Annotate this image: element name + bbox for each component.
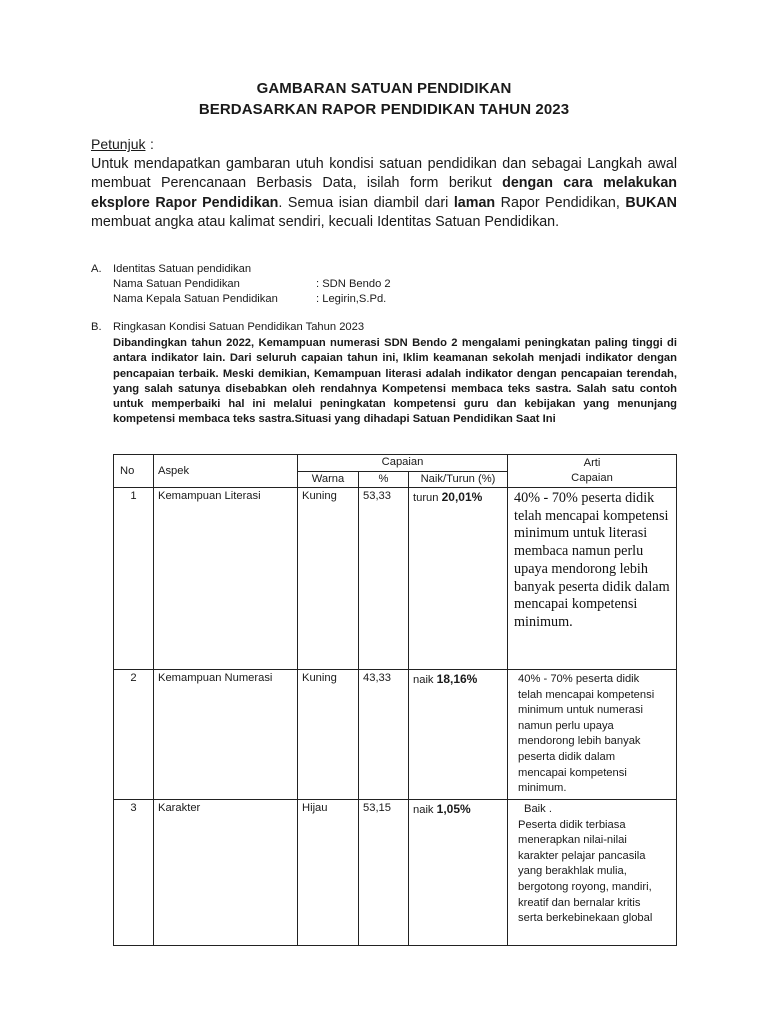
table-row [114, 800, 677, 946]
petunjuk-text-part2: . Semua isian diambil dari [278, 194, 454, 211]
document-title-line2: BERDASARKAN RAPOR PENDIDIKAN TAHUN 2023 [198, 101, 570, 118]
cell-change: 1,05% [436, 802, 471, 816]
petunjuk-text-bold2: laman [453, 194, 496, 211]
petunjuk-text-part1: Untuk mendapatkan gambaran utuh kondisi satuan pendidikan dan sebagai Langkah awal membuat Perencanaan Berbasis Data, isilah form berikut [91, 156, 677, 192]
cell-no: 3 [114, 800, 154, 946]
header-aspek: Aspek [154, 455, 298, 488]
header-persen: % [359, 471, 409, 488]
identity-label: Nama Satuan Pendidikan [113, 278, 240, 290]
cell-direction: naik [413, 804, 434, 816]
section-b-letter: B. [91, 321, 102, 333]
cell-arti [508, 800, 677, 946]
cell-arti-head: Baik . [524, 803, 552, 815]
table-row [114, 670, 677, 800]
cell-change: 18,16% [436, 672, 478, 686]
section-a-letter: A. [91, 263, 102, 275]
cell-aspek: Kemampuan Numerasi [154, 670, 298, 800]
header-arti [508, 455, 677, 488]
cell-persen: 53,33 [359, 488, 409, 670]
cell-direction: naik [413, 674, 434, 686]
header-capaian: Capaian [298, 455, 508, 472]
section-b-heading: Ringkasan Kondisi Satuan Pendidikan Tahun 2023 [113, 321, 365, 333]
cell-no: 1 [114, 488, 154, 670]
cell-no: 2 [114, 670, 154, 800]
header-arti-line1: Arti [583, 457, 601, 469]
petunjuk-text-part4: membuat angka atau kalimat sendiri, kecuali Identitas Satuan Pendidikan. [91, 214, 560, 231]
section-b-summary: Dibandingkan tahun 2022, Kemampuan numerasi SDN Bendo 2 mengalami peningkatan paling tinggi di antara indikator lain. Dari seluruh capaian tahun ini, Iklim keamanan sekolah menjadi indikator dengan pencapaian terbaik. Meski demikian, Kemampuan literasi adalah indikator dengan pencapaian terendah, yang salah satunya disebabkan oleh rendahnya Kompetensi membaca teks sastra. Salah satu contoh untuk memperbaiki hal ini melalui peningkatan kompetensi guru dan kebijakan yang menunjang kompetensi membaca teks sastra.Situasi yang dihadapi Satuan Pendidikan Saat Ini [113, 337, 677, 426]
header-naik-turun: Naik/Turun (%) [409, 471, 508, 488]
header-arti-line2: Capaian [571, 472, 613, 484]
cell-naik-turun [409, 488, 508, 670]
cell-warna: Kuning [298, 488, 359, 670]
cell-aspek: Karakter [154, 800, 298, 946]
petunjuk-label: Petunjuk [91, 136, 146, 152]
document-title-line1: GAMBARAN SATUAN PENDIDIKAN [256, 80, 512, 97]
cell-aspek: Kemampuan Literasi [154, 488, 298, 670]
petunjuk-text-bold1: dengan cara melakukan eksplore Rapor Pendidikan [91, 175, 678, 211]
identity-label: Nama Kepala Satuan Pendidikan [113, 293, 278, 305]
identity-value: : Legirin,S.Pd. [316, 293, 387, 305]
header-warna: Warna [298, 471, 359, 488]
identity-value: : SDN Bendo 2 [316, 278, 391, 290]
cell-arti-body: Peserta didik terbiasa menerapkan nilai-nilai karakter pelajar pancasila yang berakhlak mulia, bergotong royong, mandiri, kreatif dan bernalar kritis serta berkebinekaan global [518, 818, 653, 925]
cell-direction: turun [413, 492, 439, 504]
header-no: No [114, 455, 154, 488]
cell-naik-turun [409, 670, 508, 800]
cell-warna: Hijau [298, 800, 359, 946]
petunjuk-text-bold3: BUKAN [625, 194, 677, 211]
cell-naik-turun [409, 800, 508, 946]
table-header-row [114, 455, 677, 472]
petunjuk-text [91, 155, 677, 233]
cell-persen: 43,33 [359, 670, 409, 800]
capaian-table [113, 454, 677, 946]
cell-persen: 53,15 [359, 800, 409, 946]
section-a-heading: Identitas Satuan pendidikan [113, 263, 252, 275]
cell-warna: Kuning [298, 670, 359, 800]
cell-change: 20,01% [441, 490, 483, 504]
table-row [114, 488, 677, 670]
petunjuk-text-part3: Rapor Pendidikan, [495, 194, 626, 211]
cell-arti: 40% - 70% peserta didik telah mencapai kompetensi minimum untuk literasi membaca namun perlu upaya mendorong lebih banyak peserta didik dalam mencapai kompetensi minimum. [508, 488, 677, 670]
petunjuk-colon: : [150, 136, 154, 152]
cell-arti: 40% - 70% peserta didik telah mencapai kompetensi minimum untuk numerasi namun perlu upaya mendorong lebih banyak peserta didik dalam mencapai kompetensi minimum. [508, 670, 677, 800]
